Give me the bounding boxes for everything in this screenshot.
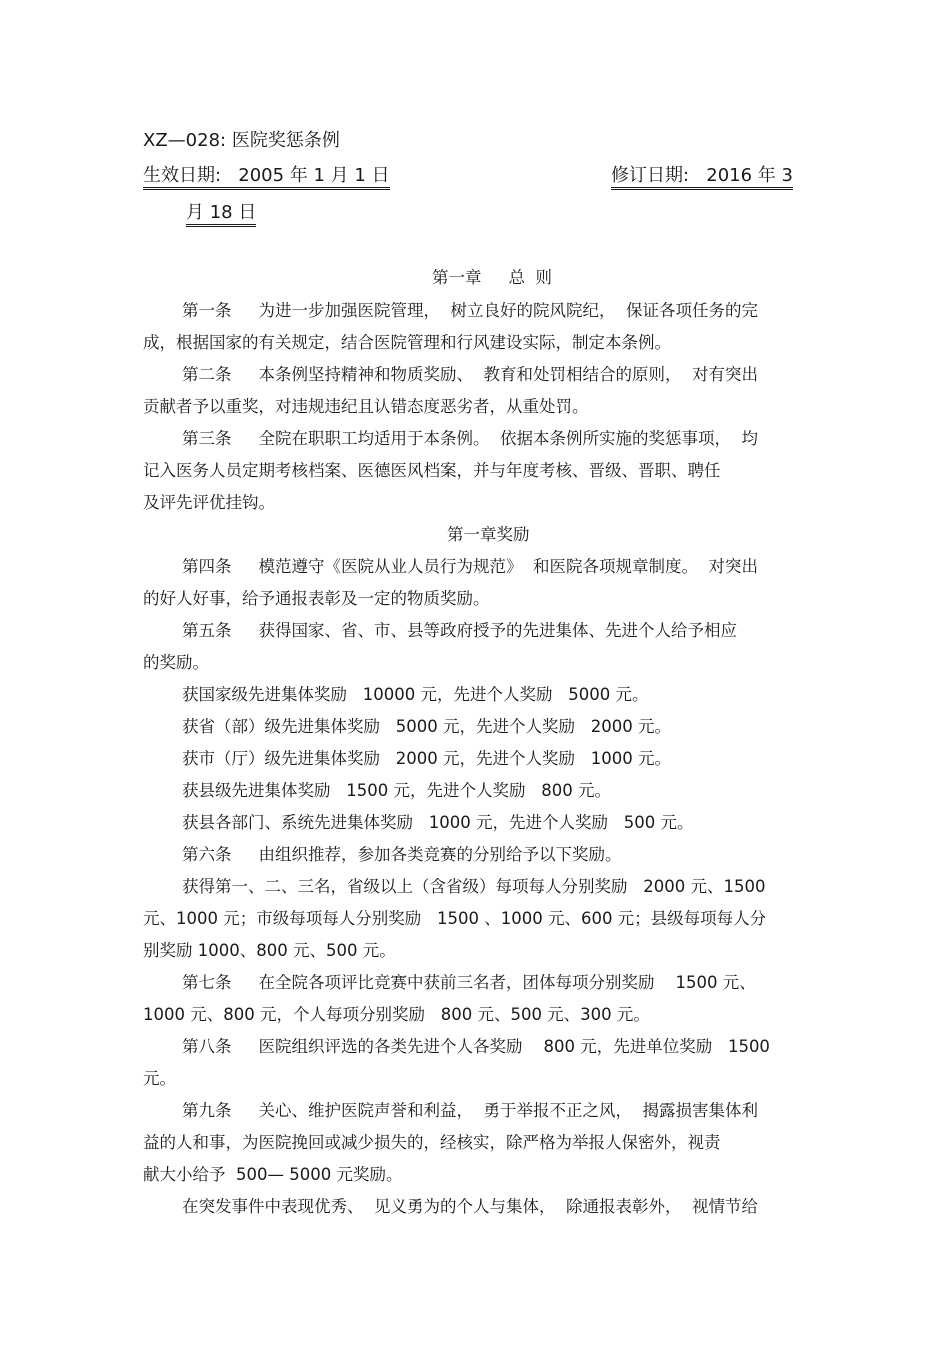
article-1-line-1: 第一条 为进一步加强医院管理， 树立良好的院风院纪， 保证各项任务的完 bbox=[182, 301, 758, 320]
award-national-line: 获国家级先进集体奖励 10000 元，先进个人奖励 5000 元。 bbox=[182, 685, 649, 704]
article-6-line-1: 第六条 由组织推荐，参加各类竞赛的分别给予以下奖励。 bbox=[182, 845, 622, 864]
article-3-line-3: 及评先评优挂钩。 bbox=[143, 493, 275, 512]
article-4-line-1: 第四条 模范遵守《医院从业人员行为规范》 和医院各项规章制度。 对突出 bbox=[182, 557, 758, 576]
revised-date-label: 修订日期: bbox=[611, 165, 689, 190]
article-7-line-1: 第七条 在全院各项评比竞赛中获前三名者，团体每项分别奖励 1500 元、 bbox=[182, 973, 756, 992]
award-provincial-line: 获省（部）级先进集体奖励 5000 元，先进个人奖励 2000 元。 bbox=[182, 717, 671, 736]
chapter-1-heading: 第一章 总 则 bbox=[432, 268, 552, 287]
doc-title: 医院奖惩条例 bbox=[231, 130, 340, 151]
article-5-line-2: 的奖励。 bbox=[143, 653, 209, 672]
article-2-line-2: 贡献者予以重奖，对违规违纪且认错态度恶劣者，从重处罚。 bbox=[143, 397, 589, 416]
award-county-line: 获县级先进集体奖励 1500 元，先进个人奖励 800 元。 bbox=[182, 781, 611, 800]
effective-date-line bbox=[143, 165, 390, 187]
revised-date-continuation bbox=[186, 202, 256, 224]
article-5-line-1: 第五条 获得国家、省、市、县等政府授予的先进集体、先进个人给予相应 bbox=[182, 621, 737, 640]
effective-date-label: 生效日期: bbox=[143, 165, 221, 190]
article-2-line-1: 第二条 本条例坚持精神和物质奖励、 教育和处罚相结合的原则， 对有突出 bbox=[182, 365, 758, 384]
emergency-line-1: 在突发事件中表现优秀、 见义勇为的个人与集体， 除通报表彰外， 视情节给 bbox=[182, 1197, 758, 1216]
award-municipal-line: 获市（厅）级先进集体奖励 2000 元，先进个人奖励 1000 元。 bbox=[182, 749, 671, 768]
article-8-line-1: 第八条 医院组织评选的各类先进个人各奖励 800 元，先进单位奖励 1500 bbox=[182, 1037, 770, 1056]
article-9-line-3: 献大小给予 500— 5000 元奖励。 bbox=[143, 1165, 403, 1184]
revised-date-value-b: 月 18 日 bbox=[186, 202, 256, 227]
competition-line-2: 元、1000 元；市级每项每人分别奖励 1500 、1000 元、600 元；县级每项每人分 bbox=[143, 909, 767, 928]
doc-code: XZ—028: bbox=[143, 130, 227, 151]
revised-date-line bbox=[611, 165, 793, 187]
effective-date-gap bbox=[221, 165, 238, 190]
article-3-line-1: 第三条 全院在职职工均适用于本条例。 依据本条例所实施的奖惩事项， 均 bbox=[182, 429, 758, 448]
article-8-line-2: 元。 bbox=[143, 1069, 176, 1088]
competition-line-1: 获得第一、二、三名，省级以上（含省级）每项每人分别奖励 2000 元、1500 bbox=[182, 877, 766, 896]
revised-date-gap bbox=[689, 165, 706, 190]
chapter-2-heading: 第一章奖励 bbox=[447, 525, 530, 544]
article-1-line-2: 成，根据国家的有关规定，结合医院管理和行风建设实际，制定本条例。 bbox=[143, 333, 671, 352]
competition-line-3: 别奖励 1000、800 元、500 元。 bbox=[143, 941, 396, 960]
article-9-line-1: 第九条 关心、维护医院声誉和利益， 勇于举报不正之风， 揭露损害集体利 bbox=[182, 1101, 758, 1120]
award-county-dept-line: 获县各部门、系统先进集体奖励 1000 元，先进个人奖励 500 元。 bbox=[182, 813, 694, 832]
doc-heading bbox=[143, 130, 340, 152]
effective-date-value: 2005 年 1 月 1 日 bbox=[238, 165, 389, 190]
article-3-line-2: 记入医务人员定期考核档案、医德医风档案，并与年度考核、晋级、晋职、聘任 bbox=[143, 461, 721, 480]
article-9-line-2: 益的人和事，为医院挽回或减少损失的，经核实，除严格为举报人保密外，视责 bbox=[143, 1133, 721, 1152]
article-4-line-2: 的好人好事，给予通报表彰及一定的物质奖励。 bbox=[143, 589, 490, 608]
revised-date-value-a: 2016 年 3 bbox=[706, 165, 793, 190]
article-7-line-2: 1000 元、800 元，个人每项分别奖励 800 元、500 元、300 元。 bbox=[143, 1005, 650, 1024]
